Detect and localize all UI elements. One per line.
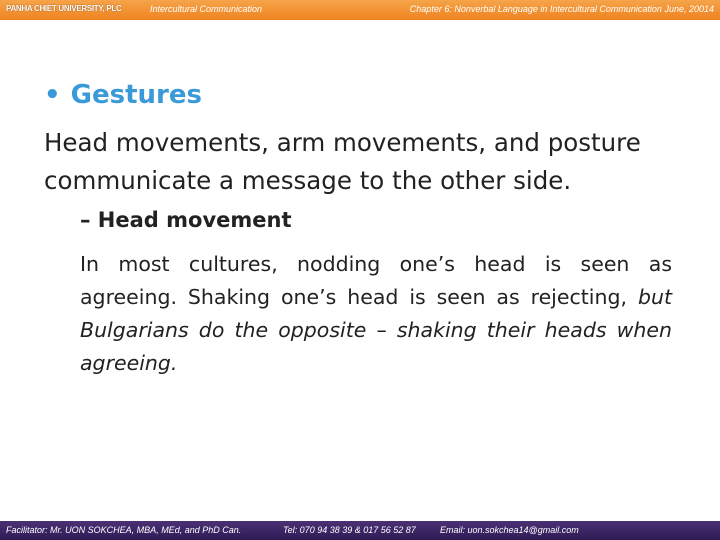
- bullet-heading: [44, 80, 202, 110]
- intro-paragraph: Head movements, arm movements, and posture communicate a message to the other side.: [44, 128, 641, 195]
- sub-heading: – Head movement: [80, 208, 292, 232]
- course-title: Intercultural Communication: [150, 4, 263, 14]
- heading-text: Gestures: [70, 80, 202, 110]
- detail-paragraph: [80, 248, 672, 380]
- university-name: PANHA CHIET UNIVERSITY, PLC: [6, 4, 122, 13]
- detail-plain-text: In most cultures, nodding one’s head is seen as agreeing. Shaking one’s head is seen as rejecting,: [80, 252, 672, 309]
- telephone-info: Tel: 070 94 38 39 & 017 56 52 87: [283, 525, 416, 535]
- email-info: Email: uon.sokchea14@gmail.com: [440, 525, 579, 535]
- footer-bar: [0, 521, 720, 540]
- facilitator-info: Facilitator: Mr. UON SOKCHEA, MBA, MEd, and PhD Can.: [6, 525, 242, 535]
- bullet-dot-icon: •: [44, 80, 61, 110]
- detail-italic-text: but Bulgarians do the opposite – shaking their heads when agreeing.: [80, 285, 672, 375]
- chapter-title: Chapter 6: Nonverbal Language in Intercultural Communication June, 20014: [409, 4, 714, 14]
